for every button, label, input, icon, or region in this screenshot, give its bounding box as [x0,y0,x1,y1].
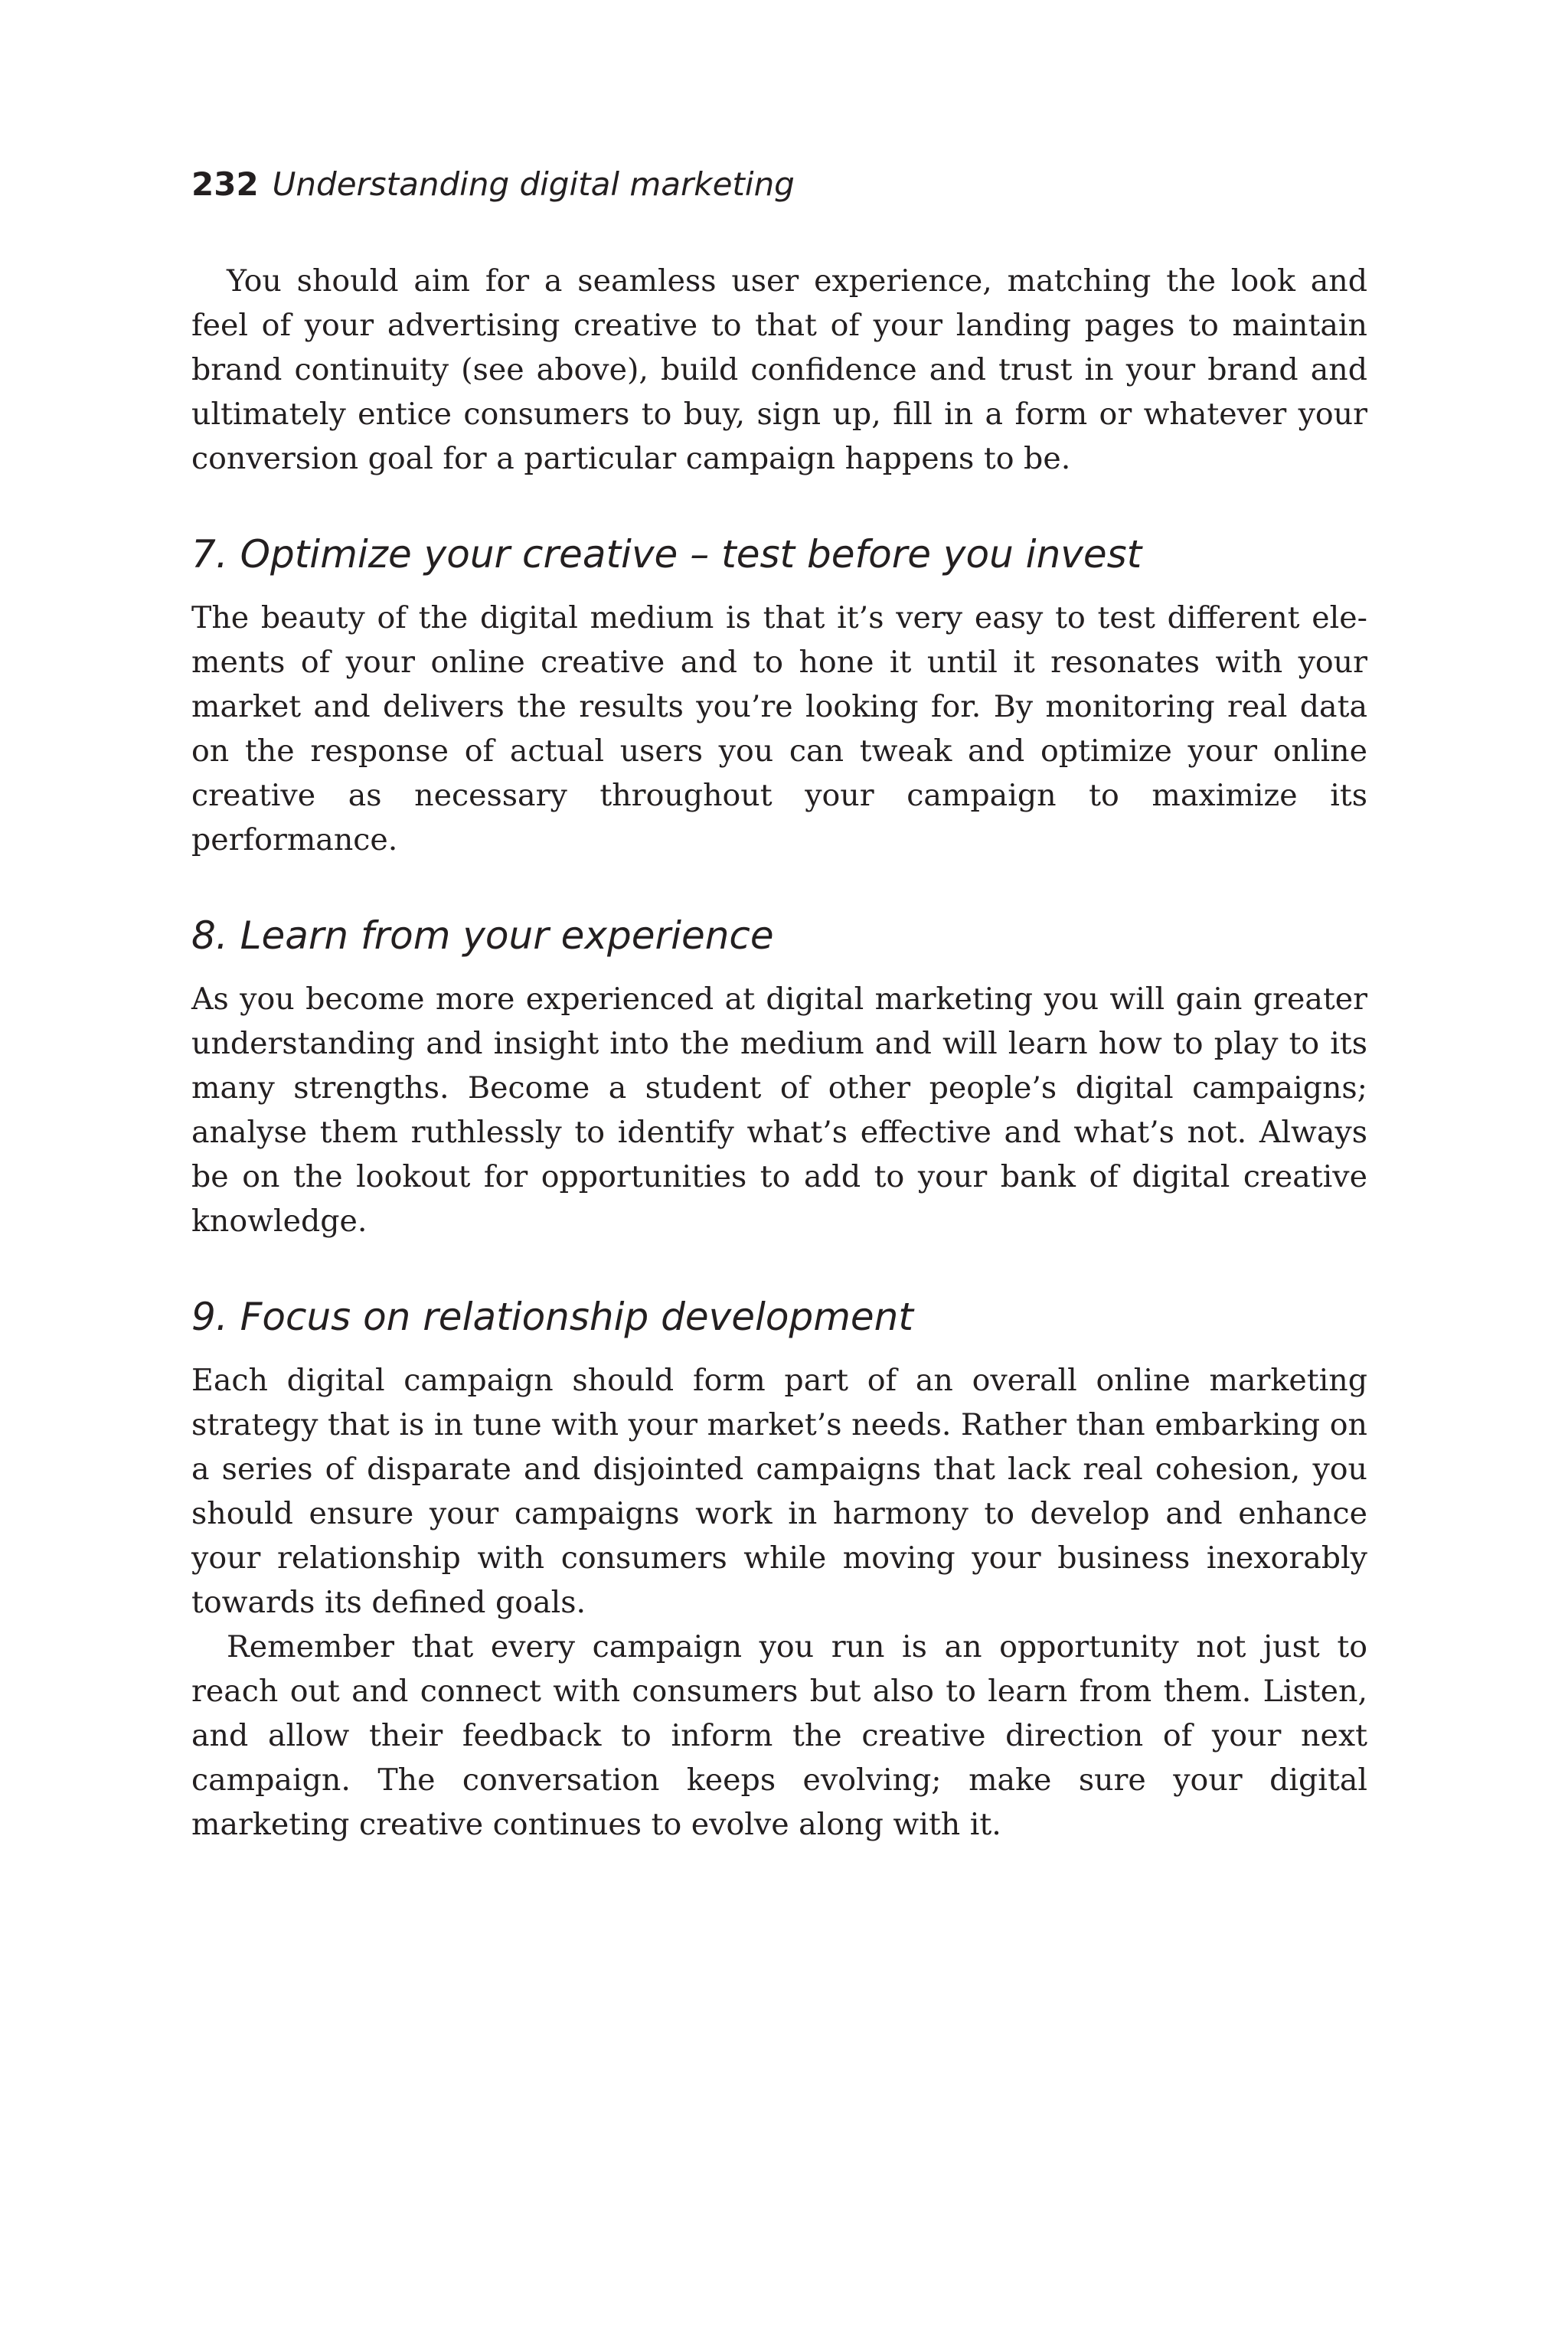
section-7-paragraph: The beauty of the digital medium is that it’s very easy to test different elements of your online creative and to hone it until it resonates with your market and delivers the results you’re looking for. By monitoring real data on the response of actual users you can tweak and optimize your online creative as necessary throughout your campaign to maximize its performance. [191,600,1367,858]
section-heading-9: 9. Focus on relationship development [191,1295,913,1339]
section-8-paragraph: As you become more experienced at digital marketing you will gain greater understanding and insight into the medium and will learn how to play to its many strengths. Become a student of other people’s digital campaigns; analyse them ruthlessly to identify what’s effective and what’s not. Always be on the lookout for opportunities to add to your bank of digital creative knowledge. [191,982,1367,1239]
section-9-paragraph-2: Remember that every campaign you run is an opportunity not just to reach out and connect with consumers but also to learn from them. Listen, and allow their feedback to inform the creative direction of your next campaign. The conversation keeps evolving; make sure your digital marketing creative continues to evolve along with it. [191,1629,1367,1842]
running-head-title: Understanding digital marketing [272,165,795,203]
book-page [191,165,1367,1847]
intro-paragraph: You should aim for a seamless user experience, matching the look and feel of your advertising creative to that of your landing pages to maintain brand continuity (see above), build confidence and trust in your brand and ultimately entice consumers to buy, sign up, fill in a form or whatever your conversion goal for a particular campaign happens to be. [191,263,1367,476]
section-heading-8: 8. Learn from your experience [191,913,774,958]
running-head [191,165,1367,203]
section-heading-7: 7. Optimize your creative – test before you invest [191,532,1142,577]
page-number: 232 [191,165,259,203]
section-9-paragraph-1: Each digital campaign should form part of an overall online marketing strategy that is in tune with your market’s needs. Rather than embarking on a series of disparate and disjointed campaigns that lack real cohesion, you should ensure your campaigns work in harmony to develop and enhance your relationship with consumers while moving your business inexorably towards its defined goals. [191,1363,1367,1620]
